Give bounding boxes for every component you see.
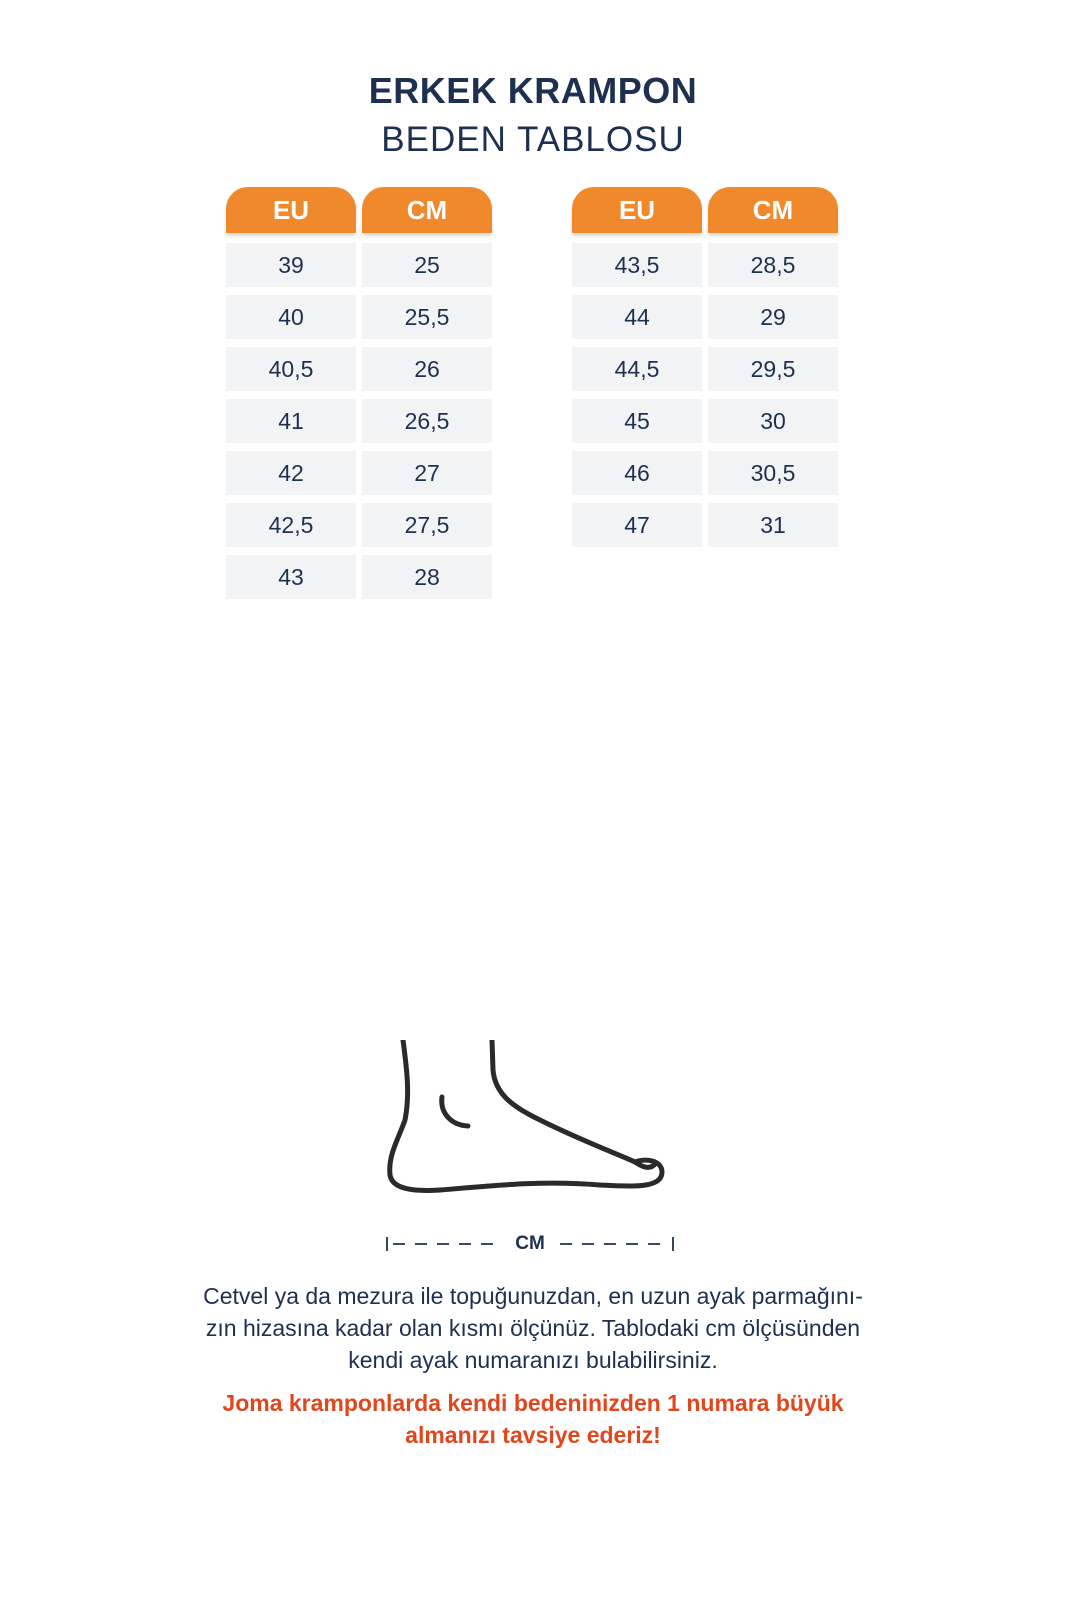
table-row (572, 503, 838, 547)
table-row (226, 399, 492, 443)
eu-cell: 42,5 (226, 503, 356, 547)
cm-cell: 25 (362, 243, 492, 287)
eu-cell: 46 (572, 451, 702, 495)
sizing-warning (183, 1387, 883, 1451)
eu-cell: 43,5 (572, 243, 702, 287)
eu-cell: 41 (226, 399, 356, 443)
cm-cell: 27 (362, 451, 492, 495)
column-header-eu: EU (572, 187, 702, 233)
eu-cell: 43 (226, 555, 356, 599)
table-row (226, 347, 492, 391)
table-row (572, 399, 838, 443)
warning-line: almanızı tavsiye ederiz! (405, 1422, 661, 1448)
table-row (572, 347, 838, 391)
table-row (226, 295, 492, 339)
size-table-right (572, 187, 838, 555)
cm-cell: 31 (708, 503, 838, 547)
column-header-cm: CM (362, 187, 492, 233)
ruler-label: CM (515, 1233, 545, 1254)
eu-cell: 44 (572, 295, 702, 339)
cm-cell: 26 (362, 347, 492, 391)
table-row (226, 243, 492, 287)
size-table-left (226, 187, 492, 607)
table-row (226, 555, 492, 599)
column-header-cm: CM (708, 187, 838, 233)
cm-cell: 27,5 (362, 503, 492, 547)
eu-cell: 44,5 (572, 347, 702, 391)
table-row (572, 243, 838, 287)
cm-cell: 25,5 (362, 295, 492, 339)
cm-cell: 26,5 (362, 399, 492, 443)
table-row (226, 503, 492, 547)
cm-cell: 29 (708, 295, 838, 339)
cm-cell: 29,5 (708, 347, 838, 391)
cm-cell: 30,5 (708, 451, 838, 495)
instructions-line: kendi ayak numaranızı bulabilirsiniz. (348, 1347, 718, 1373)
cm-cell: 28 (362, 555, 492, 599)
page-subtitle: BEDEN TABLOSU (381, 120, 685, 159)
measure-ruler (385, 1233, 675, 1255)
table-header-row (226, 187, 492, 233)
table-row (572, 451, 838, 495)
page-title: ERKEK KRAMPON (368, 70, 698, 111)
eu-cell: 45 (572, 399, 702, 443)
warning-line: Joma kramponlarda kendi bedeninizden 1 numara büyük (222, 1390, 844, 1416)
instructions-line: Cetvel ya da mezura ile topuğunuzdan, en uzun ayak parmağını- (203, 1283, 863, 1309)
eu-cell: 47 (572, 503, 702, 547)
eu-cell: 40 (226, 295, 356, 339)
foot-measure-icon (380, 1040, 680, 1220)
measure-instructions (183, 1280, 883, 1376)
eu-cell: 42 (226, 451, 356, 495)
cm-cell: 30 (708, 399, 838, 443)
table-row (572, 295, 838, 339)
column-header-eu: EU (226, 187, 356, 233)
eu-cell: 39 (226, 243, 356, 287)
cm-cell: 28,5 (708, 243, 838, 287)
eu-cell: 40,5 (226, 347, 356, 391)
table-row (226, 451, 492, 495)
instructions-line: zın hizasına kadar olan kısmı ölçünüz. Tablodaki cm ölçüsünden (205, 1315, 861, 1341)
table-header-row (572, 187, 838, 233)
